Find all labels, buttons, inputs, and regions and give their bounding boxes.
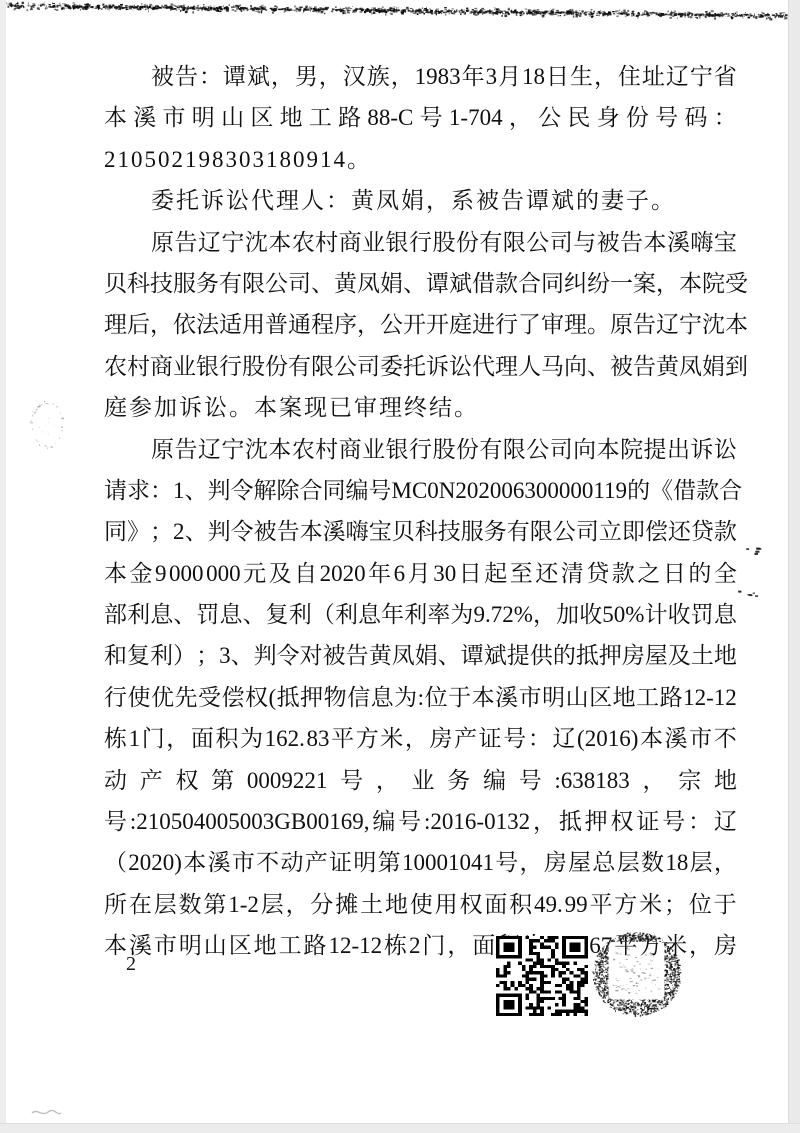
document-line-7: 理 后 ， 依 法 适 用 普 通 程 序 ， 公 开 开 庭 进 行 了 审 理 。 原 告 辽 宁 沈 本 — [104, 312, 748, 338]
qr-code — [496, 936, 588, 1016]
document-line-20: （ 2020) 本 溪 市 不 动 产 证 明 第 10001041 号 ， 房 屋 总 层 数 18 层 ， — [104, 850, 737, 876]
document-line-19: 号 :210504005003GB00169, 编 号 :2016-0132 ， 抵 押 权 证 号 ： 辽 — [104, 809, 737, 835]
document-line-8: 农 村 商 业 银 行 股 份 有 限 公 司 委 托 诉 讼 代 理 人 马 向 、 被 告 黄 凤 娟 到 — [104, 353, 748, 379]
scan-squiggle — [30, 1104, 64, 1122]
page-number: 2 — [126, 953, 136, 975]
document-line-10: 原 告 辽 宁 沈 本 农 村 商 业 银 行 股 份 有 限 公 司 向 本 院 提 出 诉 讼 — [151, 436, 737, 462]
document-line-21: 所 在 层 数 第 1-2 层 ， 分 摊 土 地 使 用 权 面 积 49. 99 平 方 米 ； 位 于 — [104, 891, 737, 917]
scan-edge — [788, 0, 800, 1133]
document-line-22: 本 溪 市 明 山 区 地 工 路 12-12 栋 2 门 ， 面 67 平 方 米 ， 房 — [104, 933, 737, 959]
margin-mark — [742, 544, 776, 558]
document-line-11: 请 求 ： 1 、 判 令 解 除 合 同 编 号 MC0N202006300000119 的 《 借 款 合 — [104, 477, 743, 503]
document-line-17: 栋 1 门 ， 面 积 为 162. 83 平 方 米 ， 房 产 证 号 ： 辽 (2016) 本 溪 市 不 — [104, 726, 737, 752]
scan-noise-band — [6, 0, 789, 26]
document-line-18: 动 产 权 第 0009221 号 ， 业 务 编 号 :638183 ， 宗 地 — [104, 767, 737, 793]
document-line-13: 本 金 9 000 000 元 及 自 2020 年 6 月 30 日 起 至 还 清 贷 款 之 日 的 全 — [104, 560, 737, 586]
document-line-1: 被 告 ： 谭 斌 ， 男 ， 汉 族 ， 1983 年 3 月 18 日 生 ， 住 址 辽 宁 省 — [151, 64, 737, 89]
document-line-4: 委托诉讼代理人：黄凤娟，系被告谭斌的妻子。 — [151, 188, 676, 214]
document-text-block — [104, 56, 748, 967]
document-line-14: 部 利 息 、 罚 息 、 复 利 （ 利 息 年 利 率 为 9.72% ， 加 收 50% 计 收 罚 息 — [104, 602, 737, 628]
document-line-3: 210502198303180914。 — [104, 146, 372, 172]
document-line-5: 原 告 辽 宁 沈 本 农 村 商 业 银 行 股 份 有 限 公 司 与 被 告 本 溪 嗨 宝 — [151, 229, 737, 255]
document-page — [6, 0, 789, 1124]
document-line-16: 行 使 优 先 受 偿 权 ( 抵 押 物 信 息 为 : 位 于 本 溪 市 明 山 区 地 工 路 12-12 — [104, 684, 737, 710]
scan-edge — [0, 1123, 800, 1133]
document-line-6: 贝 科 技 服 务 有 限 公 司 、 黄 凤 娟 、 谭 斌 借 款 合 同 纠 纷 一 案 ， 本 院 受 — [104, 270, 748, 296]
document-line-2: 本 溪 市 明 山 区 地 工 路 88-C 号 1-704 ， 公 民 身 份 号 码 ： — [104, 105, 737, 131]
document-line-9: 庭参加诉讼。本案现已审理终结。 — [104, 395, 479, 421]
document-line-12: 同 》 ； 2 、 判 令 被 告 本 溪 嗨 宝 贝 科 技 服 务 有 限 公 司 立 即 偿 还 贷 款 — [104, 519, 737, 545]
document-line-15: 和 复 利 ） ； 3 、 判 令 对 被 告 黄 凤 娟 、 谭 斌 提 供 的 抵 押 房 屋 及 土 地 — [104, 643, 737, 669]
scan-edge — [0, 0, 6, 1133]
margin-mark — [738, 587, 768, 601]
margin-smudge — [20, 394, 76, 456]
